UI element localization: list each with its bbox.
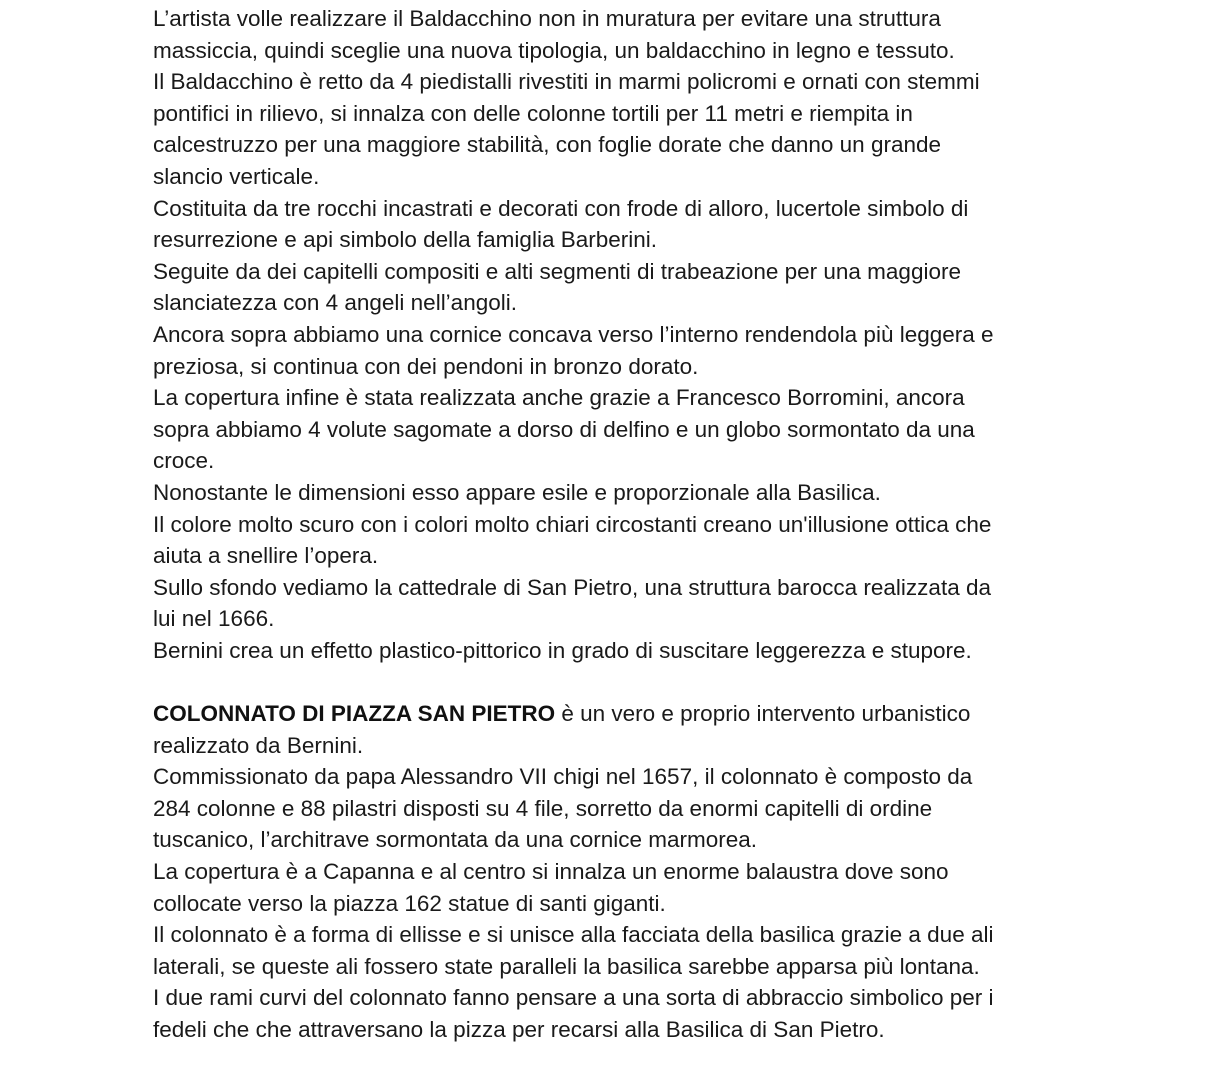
text-line: slancio verticale. xyxy=(153,163,320,189)
text-line: Il colonnato è a forma di ellisse e si unisce alla facciata della basilica grazie a due ali xyxy=(153,922,994,948)
document-body xyxy=(153,3,1153,1046)
text-line: croce. xyxy=(153,448,215,474)
section-heading-line xyxy=(153,698,1153,730)
text-line: Costituita da tre rocchi incastrati e decorati con frode di alloro, lucertole simbolo di xyxy=(153,195,969,221)
text-line: pontifici in rilievo, si innalza con delle colonne tortili per 11 metri e riempita in xyxy=(153,100,913,126)
heading-continuation: è un vero e proprio intervento urbanistico xyxy=(555,701,971,727)
text-line: Sullo sfondo vediamo la cattedrale di San Pietro, una struttura barocca realizzata da xyxy=(153,574,991,600)
text-line: lui nel 1666. xyxy=(153,606,275,632)
text-line: La copertura è a Capanna e al centro si innalza un enorme balaustra dove sono xyxy=(153,859,949,885)
text-line: realizzato da Bernini. xyxy=(153,732,364,758)
text-line: Il Baldacchino è retto da 4 piedistalli rivestiti in marmi policromi e ornati con stemmi xyxy=(153,69,980,95)
text-line: 284 colonne e 88 pilastri disposti su 4 file, sorretto da enormi capitelli di ordine xyxy=(153,795,933,821)
section-heading: COLONNATO DI PIAZZA SAN PIETRO xyxy=(153,701,556,727)
text-line: slanciatezza con 4 angeli nell’angoli. xyxy=(153,290,517,316)
text-line: Nonostante le dimensioni esso appare esile e proporzionale alla Basilica. xyxy=(153,479,881,505)
text-line: I due rami curvi del colonnato fanno pensare a una sorta di abbraccio simbolico per i xyxy=(153,985,994,1011)
paragraph-spacer xyxy=(153,666,1153,698)
colonnato-section xyxy=(153,698,1153,1046)
text-line: Ancora sopra abbiamo una cornice concava verso l’interno rendendola più leggera e xyxy=(153,321,994,347)
text-line: calcestruzzo per una maggiore stabilità, con foglie dorate che danno un grande xyxy=(153,132,942,158)
text-line: tuscanico, l’architrave sormontata da una cornice marmorea. xyxy=(153,827,758,853)
text-line: aiuta a snellire l’opera. xyxy=(153,543,379,569)
text-line: laterali, se queste ali fossero state paralleli la basilica sarebbe apparsa più lontana. xyxy=(153,953,980,979)
text-line: fedeli che che attraversano la pizza per recarsi alla Basilica di San Pietro. xyxy=(153,1017,885,1042)
text-line: collocate verso la piazza 162 statue di santi giganti. xyxy=(153,890,666,916)
text-line: Commissionato da papa Alessandro VII chigi nel 1657, il colonnato è composto da xyxy=(153,764,973,790)
text-line: massiccia, quindi sceglie una nuova tipologia, un baldacchino in legno e tessuto. xyxy=(153,37,955,63)
baldacchino-section xyxy=(153,3,1153,666)
text-line: Il colore molto scuro con i colori molto chiari circostanti creano un'illusione ottica che xyxy=(153,511,992,537)
text-line: Seguite da dei capitelli compositi e alti segmenti di trabeazione per una maggiore xyxy=(153,258,961,284)
text-line: Bernini crea un effetto plastico-pittorico in grado di suscitare leggerezza e stupore. xyxy=(153,637,972,663)
text-line: preziosa, si continua con dei pendoni in bronzo dorato. xyxy=(153,353,699,379)
text-line: L’artista volle realizzare il Baldacchino non in muratura per evitare una struttura xyxy=(153,6,941,31)
text-line: La copertura infine è stata realizzata anche grazie a Francesco Borromini, ancora xyxy=(153,385,965,411)
text-line: sopra abbiamo 4 volute sagomate a dorso di delfino e un globo sormontato da una xyxy=(153,416,975,442)
text-line: resurrezione e api simbolo della famiglia Barberini. xyxy=(153,227,657,253)
